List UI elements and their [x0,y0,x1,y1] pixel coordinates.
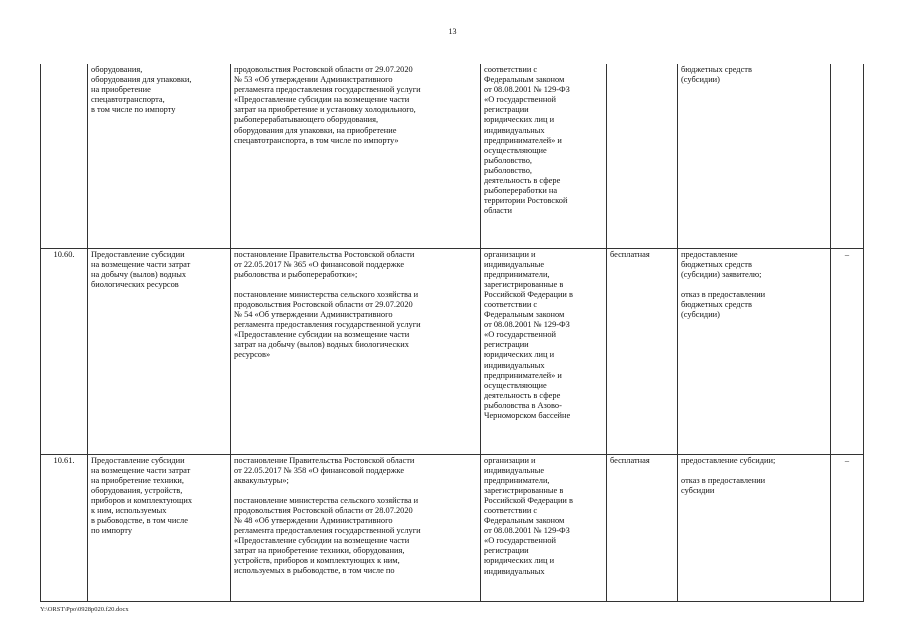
service-name [88,454,231,601]
text-line: на добычу (вылов) водных [91,269,187,279]
text-line: деятельность в сфере [484,390,561,400]
text-line: продовольствия Ростовской области от 29.07.2020 [234,299,413,309]
text-line: «О государственной [484,536,557,546]
text-line: спецавтотранспорта, в том числе по импорту» [234,135,399,145]
row-number [41,64,88,248]
text-line: рыболовства в Азово- [484,400,562,410]
fee: бесплатная [607,248,678,454]
text-line: бюджетных средств [681,299,752,309]
text-line: на приобретение [91,85,151,95]
text-line: осуществляющие [484,380,547,390]
text-line: Предоставление субсидии [91,249,185,259]
row-number: 10.60. [41,248,88,454]
text-line: затрат на добычу (вылов) водных биологических [234,340,409,350]
table-row [41,454,864,601]
text-line: «Предоставление субсидии на возмещение части [234,95,410,105]
text-line: бюджетных средств [681,65,752,74]
text-line: от 08.08.2001 № 129-ФЗ [484,526,570,536]
text-line: регламента предоставления государственной услуги [234,320,421,330]
text-line: в том числе по импорту [91,105,176,115]
text-line: затрат на приобретение и установку холодильного, [234,105,416,115]
text-line: аквакультуры»; [234,475,289,485]
services-table [40,64,864,602]
legal-acts [231,64,481,248]
text-line: регистрации [484,105,529,115]
recipients [481,248,607,454]
text-line: приборов и комплектующих [91,495,193,505]
paragraph-gap [681,280,827,290]
text-line: № 54 «Об утверждении Административного [234,309,393,319]
text-line: регистрации [484,340,529,350]
legal-acts [231,248,481,454]
text-line: индивидуальных [484,566,545,576]
text-line: рыболовства и рыбопереработки»; [234,269,358,279]
legal-acts [231,454,481,601]
text-line: к ним, используемых [91,505,167,515]
text-line: от 22.05.2017 № 365 «О финансовой поддержке [234,259,405,269]
note [831,64,864,248]
text-line: рыболовство, [484,155,532,165]
text-line: № 53 «Об утверждении Административного [234,75,393,85]
text-line: ресурсов» [234,350,271,360]
text-line: продовольствия Ростовской области от 29.07.2020 [234,65,413,74]
text-line: зарегистрированные в [484,279,564,289]
text-line: по импорту [91,526,133,536]
file-path-footer: Y:\ORST\Ppo\0928p020.f20.docx [40,606,129,613]
text-line: деятельность в сфере [484,176,561,186]
text-line: на возмещение части затрат [91,465,191,475]
text-line: предпринимателей» и [484,135,562,145]
text-line: регламента предоставления государственной услуги [234,85,421,95]
text-line: осуществляющие [484,145,547,155]
text-line: предприниматели, [484,475,550,485]
text-line: «О государственной [484,95,557,105]
text-line: предоставление субсидии; [681,455,776,465]
text-line: предприниматели, [484,269,550,279]
result [678,64,831,248]
table-row [41,248,864,454]
text-line: индивидуальные [484,259,545,269]
text-line: на приобретение техники, [91,475,185,485]
text-line: устройств, приборов и комплектующих к ним, [234,556,400,566]
text-line: продовольствия Ростовской области от 28.07.2020 [234,505,413,515]
text-line: оборудования, устройств, [91,485,183,495]
recipients [481,64,607,248]
row-number: 10.61. [41,454,88,601]
text-line: соответствии с [484,299,538,309]
text-line: от 22.05.2017 № 358 «О финансовой поддержке [234,465,405,475]
text-line: постановление министерства сельского хозяйства и [234,289,419,299]
text-line: Российской Федерации в [484,289,573,299]
text-line: предпринимателей» и [484,370,562,380]
text-line: территории Ростовской [484,196,568,206]
text-line: соответствии с [484,65,538,74]
fee: бесплатная [607,454,678,601]
text-line: «О государственной [484,330,557,340]
text-line: бюджетных средств [681,259,752,269]
text-line: биологических ресурсов [91,279,179,289]
text-line: затрат на приобретение техники, оборудования, [234,546,405,556]
paragraph-gap [234,280,477,290]
text-line: Федеральным законом [484,75,565,85]
note: – [831,454,864,601]
result [678,454,831,601]
service-name [88,248,231,454]
text-line: «Предоставление субсидии на возмещение части [234,536,410,546]
fee [607,64,678,248]
text-line: юридических лиц и [484,115,555,125]
text-line: соответствии с [484,505,538,515]
text-line: организации и [484,455,536,465]
text-line: регистрации [484,546,529,556]
text-line: постановление Правительства Ростовской области [234,455,415,465]
text-line: Черноморском бассейне [484,411,571,420]
text-line: юридических лиц и [484,556,555,566]
text-line: спецавтотранспорта, [91,95,165,105]
text-line: постановление Правительства Ростовской области [234,249,415,259]
text-line: Российской Федерации в [484,495,573,505]
paragraph-gap [681,466,827,476]
table-row [41,64,864,248]
text-line: регламента предоставления государственной услуги [234,526,421,536]
result [678,248,831,454]
text-line: индивидуальных [484,125,545,135]
text-line: (субсидии) заявителю; [681,269,762,279]
text-line: в рыбоводстве, в том числе [91,516,188,526]
text-line: № 48 «Об утверждении Административного [234,515,393,525]
text-line: оборудования для упаковки, на приобретение [234,125,397,135]
text-line: оборудования для упаковки, [91,75,192,85]
text-line: предоставление [681,249,738,259]
text-line: субсидии [681,485,715,495]
text-line: от 08.08.2001 № 129-ФЗ [484,320,570,330]
text-line: индивидуальные [484,465,545,475]
paragraph-gap [234,486,477,496]
text-line: области [484,206,512,216]
text-line: отказ в предоставлении [681,475,766,485]
text-line: отказ в предоставлении [681,289,766,299]
text-line: используемых в рыбоводстве, в том числе по [234,566,395,576]
text-line: оборудования, [91,65,143,74]
text-line: рыбоперерабатывающего оборудования, [234,115,379,125]
note: – [831,248,864,454]
service-name [88,64,231,248]
text-line: Федеральным законом [484,516,565,526]
text-line: (субсидии) [681,75,720,85]
text-line: рыболовство, [484,165,532,175]
page-number: 13 [448,27,457,36]
text-line: зарегистрированные в [484,485,564,495]
text-line: «Предоставление субсидии на возмещение части [234,330,410,340]
text-line: юридических лиц и [484,350,555,360]
text-line: на возмещение части затрат [91,259,191,269]
text-line: организации и [484,249,536,259]
recipients [481,454,607,601]
text-line: Федеральным законом [484,310,565,320]
text-line: рыбопереработки на [484,186,558,196]
text-line: от 08.08.2001 № 129-ФЗ [484,85,570,95]
text-line: постановление министерства сельского хозяйства и [234,495,419,505]
text-line: индивидуальных [484,360,545,370]
text-line: Предоставление субсидии [91,455,185,465]
text-line: (субсидии) [681,309,720,319]
